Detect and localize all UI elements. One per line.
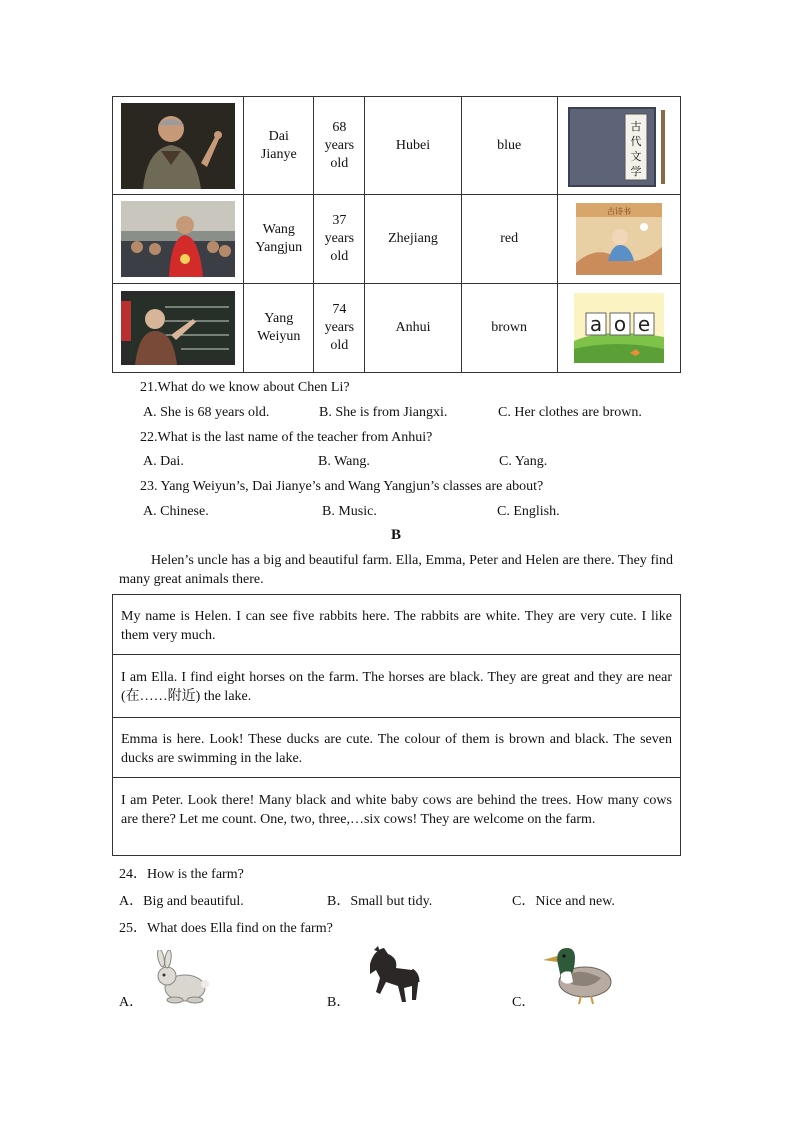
- svg-text:学: 学: [630, 164, 642, 178]
- teacher-age: 68: [332, 119, 347, 135]
- paragraph-helen: My name is Helen. I can see five rabbits here. The rabbits are white. They are very cute. I like them very much.: [121, 609, 672, 643]
- svg-text:e: e: [637, 312, 651, 336]
- duck-icon[interactable]: [541, 944, 615, 1006]
- teacher-age: 74: [332, 302, 347, 317]
- teacher-clothes: blue: [461, 97, 557, 195]
- section-heading: B: [391, 527, 402, 543]
- reading-intro: Helen’s uncle has a big and beautiful farm. Ella, Emma, Peter and Helen are there. They find many great animals there.: [119, 553, 673, 587]
- q21-option-c[interactable]: C. Her clothes are brown.: [498, 405, 642, 420]
- teacher-from: Hubei: [365, 97, 461, 195]
- divider: [113, 777, 680, 778]
- pinyin-aoe-card-icon: [574, 293, 664, 363]
- teacher-from: Zhejiang: [365, 195, 461, 284]
- reading-box: [112, 594, 681, 856]
- teacher-name: Yangjun: [255, 240, 303, 255]
- svg-text:文: 文: [630, 149, 642, 163]
- teacher-from: Anhui: [365, 284, 461, 373]
- teacher-age-unit: old: [330, 249, 349, 264]
- teacher-name: Weiyun: [257, 329, 301, 344]
- svg-text:代: 代: [630, 134, 642, 148]
- question-21: 21.What do we know about Chen Li?: [140, 380, 350, 395]
- man-with-students-photo: [121, 201, 235, 277]
- svg-text:a: a: [589, 312, 602, 336]
- teacher-age-unit: old: [330, 338, 349, 353]
- teacher-name: Jianye: [260, 146, 297, 162]
- teacher-age-unit: old: [330, 155, 349, 171]
- teacher-age-unit: years: [324, 320, 355, 335]
- question-25: 25．What does Ella find on the farm?: [119, 921, 333, 936]
- teacher-name: Yang: [264, 311, 294, 326]
- q24-option-b[interactable]: B．Small but tidy.: [327, 894, 433, 909]
- q22-option-b[interactable]: B. Wang.: [318, 454, 370, 469]
- q24-option-a[interactable]: A．Big and beautiful.: [119, 894, 244, 909]
- ancient-poems-book-icon: [576, 203, 662, 275]
- teacher-clothes: brown: [461, 284, 557, 373]
- question-22: 22.What is the last name of the teacher from Anhui?: [140, 430, 433, 445]
- q23-option-b[interactable]: B. Music.: [322, 504, 377, 519]
- teacher-age-unit: years: [324, 231, 355, 246]
- rabbit-icon[interactable]: [151, 950, 211, 1004]
- question-24: 24．How is the farm?: [119, 867, 244, 882]
- q23-option-a[interactable]: A. Chinese.: [143, 504, 209, 519]
- svg-text:古: 古: [630, 119, 642, 133]
- ancient-literature-book-icon: [565, 104, 673, 188]
- q25-option-a[interactable]: A．: [119, 995, 144, 1010]
- teacher-at-blackboard-photo: [121, 291, 235, 365]
- paragraph-emma: Emma is here. Look! These ducks are cute. The colour of them is brown and black. The seven ducks are swimming in the lake.: [121, 732, 672, 766]
- table-row: [113, 195, 681, 284]
- teacher-age-unit: years: [324, 137, 355, 153]
- svg-text:o: o: [613, 312, 626, 336]
- paragraph-peter: I am Peter. Look there! Many black and white baby cows are behind the trees. How many cows are there? Let me count. One, two, three,…six cows! They are welcome on the farm.: [121, 793, 672, 827]
- table-row: [113, 97, 681, 195]
- teachers-table: [112, 96, 681, 373]
- horse-icon[interactable]: [360, 944, 420, 1004]
- q25-option-b[interactable]: B．: [327, 995, 351, 1010]
- q23-option-c[interactable]: C. English.: [497, 504, 560, 519]
- divider: [113, 654, 680, 655]
- q21-option-b[interactable]: B. She is from Jiangxi.: [319, 405, 448, 420]
- q25-option-c[interactable]: C．: [512, 995, 536, 1010]
- old-man-teaching-photo: [121, 103, 235, 189]
- teacher-name: Wang: [262, 222, 295, 237]
- question-23: 23. Yang Weiyun’s, Dai Jianye’s and Wang Yangjun’s classes are about?: [140, 479, 544, 494]
- q22-option-a[interactable]: A. Dai.: [143, 454, 184, 469]
- paragraph-ella: I am Ella. I find eight horses on the farm. The horses are black. They are great and they are near (在……附近) the lake.: [121, 670, 672, 704]
- teacher-name: Dai: [268, 128, 289, 144]
- q22-option-c[interactable]: C. Yang.: [499, 454, 548, 469]
- q21-option-a[interactable]: A. She is 68 years old.: [143, 405, 270, 420]
- teacher-age: 37: [332, 213, 347, 228]
- svg-text:古诗书: 古诗书: [606, 207, 631, 216]
- q24-option-c[interactable]: C．Nice and new.: [512, 894, 615, 909]
- divider: [113, 717, 680, 718]
- teacher-clothes: red: [461, 195, 557, 284]
- table-row: [113, 284, 681, 373]
